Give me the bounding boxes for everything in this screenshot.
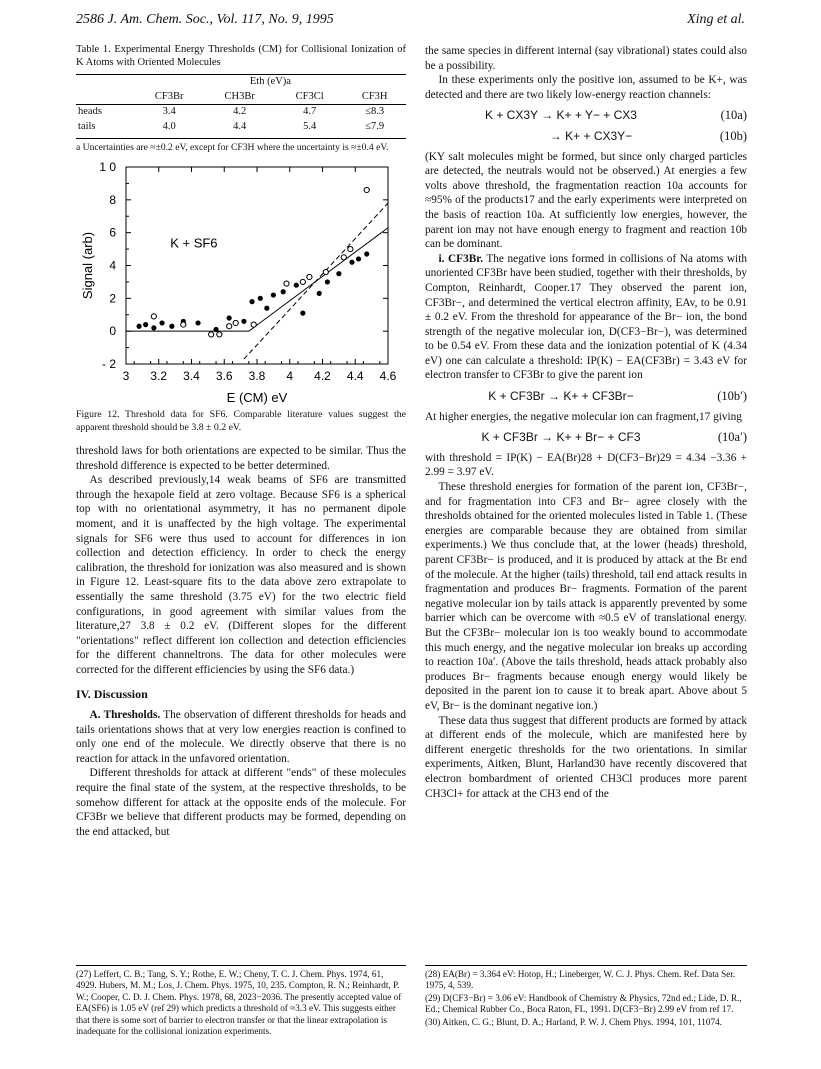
table-footnote: a Uncertainties are ≈±0.2 eV, except for CF3H where the uncertainty is ≈±0.4 eV.	[76, 138, 406, 154]
data-point-filled	[258, 296, 263, 301]
paragraph: the same species in different internal (say vibrational) states could also be a possibility.	[425, 45, 747, 72]
threshold-chart	[76, 159, 406, 407]
paragraph-text: The negative ions formed in collisions of Na atoms with unoriented CF3Br have been studied, together with their thresholds, by Compton, Reinhardt, Cooper.17 They observed the parent ion, CF3Br−, and determined the vertical electron affinity, EAv, to be 0.91 ± 0.2 eV. From the threshold for appearance of the Br− ion, the bond strength of the negative molecular ion, D(CF3−Br−), was determined to be 0.54 eV. From these data and the ionization potential of K (4.34 eV) one can calculate a threshold: IP(K) − EA(CF3Br) = 3.43 eV for electron transfer to CF3Br to give the parent ion	[425, 252, 747, 382]
data-point-open	[181, 322, 186, 327]
row-label: tails	[78, 120, 96, 132]
data-point-open	[151, 314, 156, 319]
footnote: (30) Aitken, C. G.; Blunt, D. A.; Harland, P. W. J. Chem Phys. 1994, 101, 11074.	[425, 1016, 722, 1027]
section-heading: IV. Discussion	[76, 687, 148, 702]
data-point-filled	[336, 271, 341, 276]
data-point-filled	[364, 252, 369, 257]
data-point-filled	[143, 322, 148, 327]
data-point-filled	[151, 325, 156, 330]
y-tick-label: - 2	[101, 357, 116, 372]
plot-frame	[126, 167, 388, 364]
data-point-open	[284, 281, 289, 286]
paragraph	[425, 252, 747, 383]
x-tick-label: 3.2	[150, 369, 168, 384]
equation-10a	[425, 108, 747, 123]
paragraph: These threshold energies for formation of the parent ion, CF3Br−, and for fragmentation into CF3 and Br− agree closely with the thresholds obtained for the oriented molecules listed in Table 1. (These energies are comparable because they are obtained from similar experiments.) We thus conclude that, at the lower (heads) threshold, parent CF3Br− is produced, and it is produced by attack at the Br end of the molecule. At the higher (tails) threshold, tail end attack results in fragmentation and produces Br− fragments. Formation of the parent negative molecular ion by tails attack is apparently prevented by some barrier which can be overcome with ≈0.5 eV of translational energy. But the CF3Br− molecular ion is too weakly bound to accommodate this much energy, and the negative molecular ion breaks up according to reaction 10a′. (Above the tails threshold, heads attack probably also produces Br− fragments because enough energy would likely be deposited in the parent ion to cause it to break apart. Above about 5 eV, Br− is the dominant negative ion.)	[425, 481, 747, 712]
table-row	[76, 105, 406, 120]
journal-citation: 2586 J. Am. Chem. Soc., Vol. 117, No. 9, 1995	[76, 12, 334, 27]
body-text-left	[76, 444, 406, 678]
footnotes-left	[76, 965, 406, 1038]
data-point-filled	[264, 306, 269, 311]
data-point-filled	[137, 324, 142, 329]
data-point-open	[341, 255, 346, 260]
table-col-header: CF3Br	[154, 90, 184, 102]
equation-number: (10a′)	[717, 430, 747, 445]
authors: Xing et al.	[687, 12, 745, 27]
y-tick-label: 0	[109, 324, 116, 339]
x-tick-label: 3.6	[215, 369, 233, 384]
equation-number: (10b′)	[717, 389, 747, 404]
data-point-open	[251, 322, 256, 327]
paragraph: with threshold = IP(K) − EA(Br)28 + D(CF3−Br)29 = 4.34 −3.36 + 2.99 = 3.97 eV.	[425, 451, 747, 479]
data-point-filled	[213, 327, 218, 332]
paragraph: As described previously,14 weak beams of SF6 are transmitted through the hexapole field at zero voltage. Because SF6 is a spherical top with no orientational asymmetry, it has no permanent dipole moment, and it is unaffected by the high voltage. The experimental signals for SF6 were thus used to account for differences in ion collection and detection efficiency. In order to check the energy calibration, the threshold for ionization was also measured and is shown in Figure 12. Least-square fits to the data above zero extrapolate to essentially the same threshold (3.75 eV) for the two electric field configurations, in good agreement with similar values from the literature,27 3.8 ± 0.2 eV. (Different slopes for the different "orientations" reflect different ion collection and detection efficiencies for the different channeltrons. The data for other molecules were corrected for the different efficiencies by using the SF6 data.)	[76, 474, 406, 676]
table-col-header: CF3H	[361, 90, 388, 102]
data-point-filled	[159, 321, 164, 326]
data-point-filled	[241, 319, 246, 324]
footnote: (28) EA(Br) = 3.364 eV: Hotop, H.; Lineberger, W. C. J. Phys. Chem. Ref. Data Ser. 1975, 4, 539.	[425, 969, 736, 991]
subsection-heading: A. Thresholds.	[89, 709, 161, 722]
equation-text: K + CX3Y → K+ + Y− + CX3	[485, 108, 637, 123]
paragraph-text: The observation of different thresholds for heads and tails orientations shows that at very low energies reaction is confined to only one end of the molecule. We directly observe that there is no reaction for attack in the unfavored orientation.	[76, 709, 406, 765]
table-cell: ≤7.9	[365, 120, 385, 132]
equation-text: K + CF3Br → K+ + CF3Br−	[488, 389, 634, 404]
table-cell: ≤8.3	[343, 105, 406, 120]
equation-text: → K+ + CX3Y−	[549, 128, 633, 143]
data-point-filled	[294, 283, 299, 288]
data-point-filled	[300, 311, 305, 316]
y-tick-label: 2	[109, 291, 116, 306]
x-tick-label: 4.4	[346, 369, 364, 384]
table-cell: 4.2	[204, 105, 276, 120]
table-cell: 4.0	[162, 120, 176, 132]
table-cell: 3.4	[135, 105, 204, 120]
fit-line-dashed	[244, 203, 388, 359]
figure-caption: Figure 12. Threshold data for SF6. Comparable literature values suggest the apparent threshold should be 3.8 ± 0.2 eV.	[76, 409, 406, 433]
data-point-open	[323, 270, 328, 275]
data-point-open	[300, 279, 305, 284]
data-point-open	[307, 275, 312, 280]
data-point-filled	[325, 279, 330, 284]
paragraph: threshold laws for both orientations are expected to be similar. Thus the threshold difference is expected to be better determined.	[76, 444, 406, 472]
equation-10b-prime	[425, 389, 747, 404]
equation-number: (10a)	[720, 108, 747, 123]
right-column	[425, 44, 747, 801]
data-point-open	[209, 332, 214, 337]
paragraph: (KY salt molecules might be formed, but since only charged particles are detected, the neutrals would not be observed.) At energies a few volts above threshold, the fragmentation reaction 10a accounts for ≈95% of the products17 and the early experiments were interpreted on the basis of reaction 10a. At sufficiently low energies, however, the parent ion may not have enough energy to fragment and reaction 10b can be dominant.	[425, 150, 747, 251]
table-cell: 4.4	[233, 120, 247, 132]
paragraph: These data thus suggest that different products are formed by attack at different ends of the molecule, which are manifested here by different energetic thresholds for the two orientations. In similar experiments, Aitken, Blunt, Harland30 have recently discovered that electron bombardment of oriented CH3Cl produces more parent CH3Cl+ for attack at the CH3 end of the	[425, 714, 747, 800]
footnote: (27) Leffert, C. B.; Tang, S. Y.; Rothe, E. W.; Cheny, T. C. J. Chem. Phys. 1974, 61, 4929. Hubers, M. M.; Los, J. Chem. Phys. 1975, 10, 235. Compton, R. N.; Reinhardt, P. W.; Cooper, C. D. J. Chem. Phys. 1978, 68, 2023−2036. The presently accepted value of EA(SF6) is 1.05 eV (ref 29) which predicts a threshold of ≈3.3 eV. This suggests either that there is some sort of barrier to electron transfer or that the linear extrapolation is inadequate for the collisional ionization experiments.	[76, 969, 402, 1037]
data-point-filled	[317, 291, 322, 296]
data-point-filled	[249, 299, 254, 304]
x-tick-label: 3.4	[183, 369, 200, 384]
running-header	[76, 12, 745, 28]
x-tick-label: 3	[122, 369, 130, 384]
left-column	[76, 44, 406, 839]
figure-12	[76, 159, 406, 407]
chart-annotation: K + SF6	[170, 235, 218, 251]
x-tick-label: 4	[286, 369, 294, 384]
table-col-header: CH3Br	[224, 90, 255, 102]
y-tick-label: 6	[109, 225, 116, 240]
paragraph: At higher energies, the negative molecular ion can fragment,17 giving	[425, 410, 742, 423]
footnotes-right	[425, 965, 747, 1029]
subsection-heading: i. CF3Br.	[438, 252, 484, 265]
y-tick-label: 8	[109, 193, 116, 208]
table-row	[76, 120, 406, 135]
data-point-open	[364, 188, 369, 193]
data-point-filled	[349, 260, 354, 265]
y-tick-label: 1 0	[99, 160, 116, 175]
data-point-filled	[195, 321, 200, 326]
x-tick-label: 4.2	[314, 369, 331, 384]
data-point-filled	[227, 316, 232, 321]
table-title: Table 1. Experimental Energy Thresholds (CM) for Collisional Ionization of K Atoms with Oriented Molecules	[76, 44, 406, 68]
threshold-table	[76, 74, 406, 134]
table-group-header: Eth (eV)a	[135, 75, 406, 90]
y-tick-label: 4	[109, 258, 116, 273]
y-axis-label: Signal (arb)	[80, 232, 95, 300]
x-tick-label: 3.8	[248, 369, 266, 384]
paragraph: In these experiments only the positive ion, assumed to be K+, was detected and there are two likely low-energy reaction channels:	[425, 74, 747, 101]
table-cell: 4.7	[276, 105, 343, 120]
footnote: (29) D(CF3−Br) = 3.06 eV: Handbook of Chemistry & Physics, 72nd ed.; Lide, D. R., Ed.; Chemical Rubber Co., Boca Raton, FL, 1991. D(CF3−Br) 2.99 eV from ref 17.	[425, 992, 742, 1015]
equation-number: (10b)	[719, 128, 747, 143]
equation-10b	[425, 129, 747, 144]
paragraph: Different thresholds for attack at different "ends" of these molecules require the final state of the system, at the respective thresholds, to be somehow different for attack at the opposite ends of the molecule. For CF3Br we believe that different products may be formed, depending on the end attacked, but	[76, 767, 406, 838]
equation-10a-prime	[425, 430, 747, 445]
x-tick-label: 4.6	[379, 369, 397, 384]
x-axis-label: E (CM) eV	[226, 390, 288, 406]
fit-line-solid	[126, 228, 388, 331]
data-point-filled	[271, 293, 276, 298]
data-point-open	[227, 324, 232, 329]
data-point-open	[217, 332, 222, 337]
table-cell: 5.4	[303, 120, 317, 132]
data-point-filled	[281, 289, 286, 294]
table-col-header: CF3Cl	[295, 90, 324, 102]
paragraph	[76, 708, 406, 766]
data-point-open	[348, 247, 353, 252]
data-point-filled	[356, 257, 361, 262]
data-point-filled	[169, 324, 174, 329]
data-point-open	[233, 321, 238, 326]
equation-text: K + CF3Br → K+ + Br− + CF3	[481, 430, 641, 445]
row-label: heads	[76, 105, 135, 120]
